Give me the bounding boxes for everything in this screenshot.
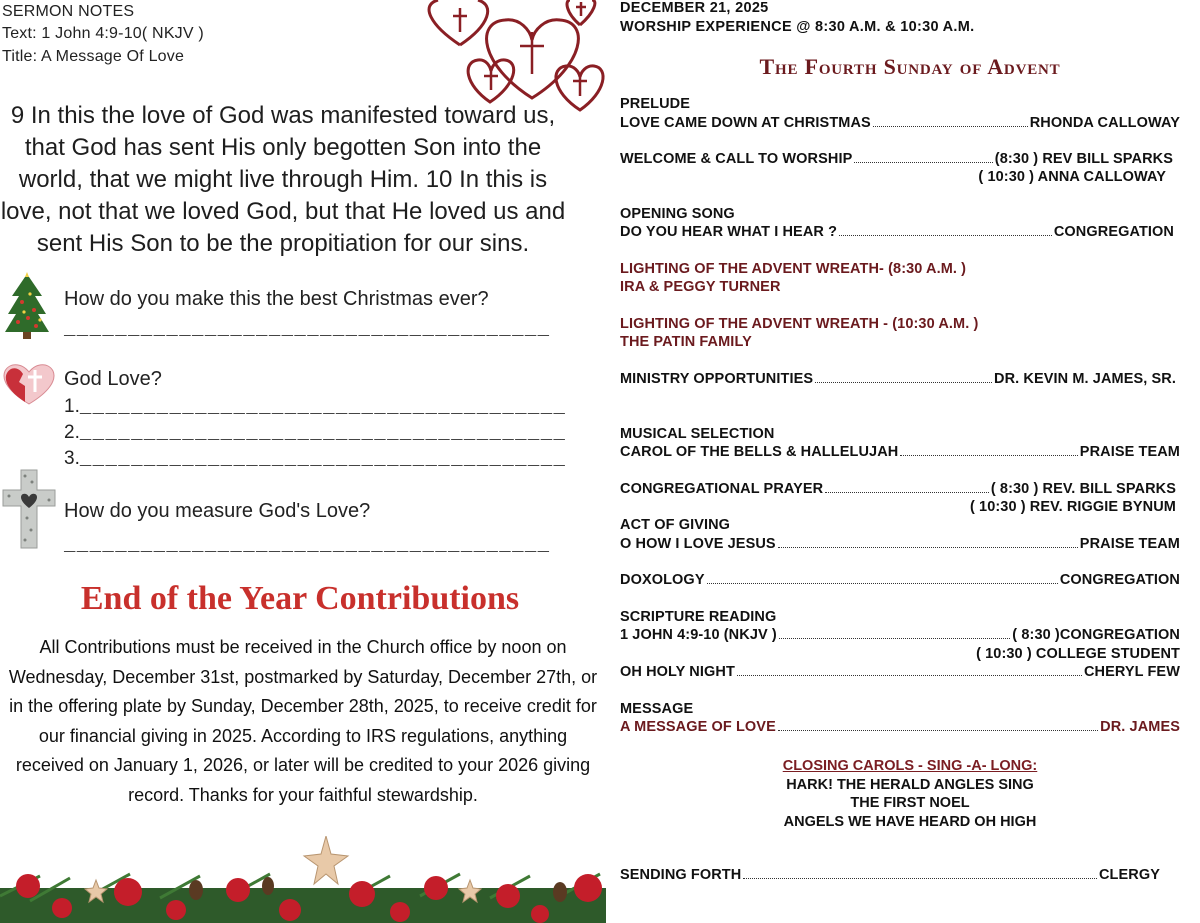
worship-times: WORSHIP EXPERIENCE @ 8:30 A.M. & 10:30 A.M. — [620, 19, 975, 35]
program-row-giving: O HOW I LOVE JESUS PRAISE TEAM — [620, 536, 1180, 552]
program-row-prelude: LOVE CAME DOWN AT CHRISTMAS RHONDA CALLOWAY — [620, 115, 1180, 131]
answer-item-3[interactable]: 3.______________________________________ — [64, 448, 567, 470]
closing-carols-title: CLOSING CAROLS - SING -A- LONG: — [782, 758, 1038, 774]
scripture-person-2: ( 10:30 ) COLLEGE STUDENT — [976, 646, 1180, 662]
answer-line[interactable]: ______________________________________ — [64, 318, 551, 340]
advent-wreath-2-people: THE PATIN FAMILY — [620, 334, 752, 350]
broken-heart-icon — [1, 362, 57, 406]
contributions-body: All Contributions must be received in the Church office by noon on Wednesday, December 31st, postmarked by Saturday, December 27th, or in the offering plate by Sunday, December 28th, 2025, to receive credit for our financial giving in 2025. According to IRS regulations, anything received on January 1, 2026, or later will be credited to your 2026 giving record. Thanks for your faithful stewardship. — [8, 637, 598, 805]
scripture-reading-label: SCRIPTURE READING — [620, 609, 777, 625]
service-date: DECEMBER 21, 2025 — [620, 0, 769, 16]
carol-item: THE FIRST NOEL — [850, 795, 970, 811]
welcome-person-2: ( 10:30 ) ANNA CALLOWAY — [978, 169, 1166, 185]
scripture-verse: 9 In this the love of God was manifested toward us, that God has sent His only begotten Son into the world, that we might live through Him. 10 In this is love, not that we loved God, but that He loved us and sent His Son to be the propitiation for our sins. — [0, 102, 566, 257]
question-measure-love: How do you measure God's Love? — [64, 500, 371, 522]
question-best-christmas: How do you make this the best Christmas ever? — [64, 288, 489, 310]
program-row-sending-forth: SENDING FORTH CLERGY — [620, 867, 1160, 883]
christmas-tree-icon — [4, 272, 50, 340]
prayer-person-2: ( 10:30 ) REV. RIGGIE BYNUM — [969, 499, 1176, 515]
program-row-welcome: WELCOME & CALL TO WORSHIP (8:30 ) REV BILL SPARKS — [620, 151, 1173, 167]
advent-wreath-1-people: IRA & PEGGY TURNER — [620, 279, 781, 295]
contributions-title: End of the Year Contributions — [80, 580, 520, 617]
sermon-notes-heading: SERMON NOTES — [2, 3, 135, 20]
message-label: MESSAGE — [620, 701, 694, 717]
program-row-opening-song: DO YOU HEAR WHAT I HEAR ? CONGREGATION — [620, 224, 1174, 240]
answer-item-2[interactable]: 2.______________________________________ — [64, 422, 567, 444]
program-row-ministry: MINISTRY OPPORTUNITIES DR. KEVIN M. JAMES, SR. — [620, 371, 1176, 387]
program-row-holy-night: OH HOLY NIGHT CHERYL FEW — [620, 664, 1180, 680]
program-row-scripture: 1 JOHN 4:9-10 (NKJV ) ( 8:30 )CONGREGATION — [620, 627, 1180, 643]
program-title: The Fourth Sunday of Advent — [759, 54, 1061, 79]
program-row-doxology: DOXOLOGY CONGREGATION — [620, 572, 1180, 588]
garland-icon — [0, 836, 606, 923]
musical-selection-label: MUSICAL SELECTION — [620, 426, 775, 442]
closing-carols — [620, 757, 1200, 831]
sermon-text-reference: Text: 1 John 4:9-10( NKJV ) — [2, 25, 204, 42]
program-row-musical: CAROL OF THE BELLS & HALLELUJAH PRAISE TEAM — [620, 444, 1180, 460]
carol-item: HARK! THE HERALD ANGLES SING — [786, 776, 1034, 793]
act-of-giving-label: ACT OF GIVING — [620, 517, 731, 533]
opening-song-label: OPENING SONG — [620, 206, 735, 222]
program-row-message: A MESSAGE OF LOVE DR. JAMES — [620, 719, 1180, 735]
carol-item: ANGELS WE HAVE HEARD OH HIGH — [783, 813, 1037, 830]
answer-line[interactable]: ______________________________________ — [64, 534, 551, 556]
sermon-title: Title: A Message Of Love — [2, 48, 185, 65]
advent-wreath-2-label: LIGHTING OF THE ADVENT WREATH - (10:30 A.M. ) — [620, 316, 979, 332]
advent-wreath-1-label: LIGHTING OF THE ADVENT WREATH- (8:30 A.M. ) — [620, 261, 967, 277]
heart-cross-icon — [1, 468, 57, 550]
hearts-crosses-icon — [420, 0, 610, 112]
answer-item-1[interactable]: 1.______________________________________ — [64, 396, 567, 418]
prelude-label: PRELUDE — [620, 96, 690, 112]
question-god-love: God Love? — [64, 368, 162, 390]
program-row-prayer: CONGREGATIONAL PRAYER ( 8:30 ) REV. BILL SPARKS — [620, 481, 1176, 497]
